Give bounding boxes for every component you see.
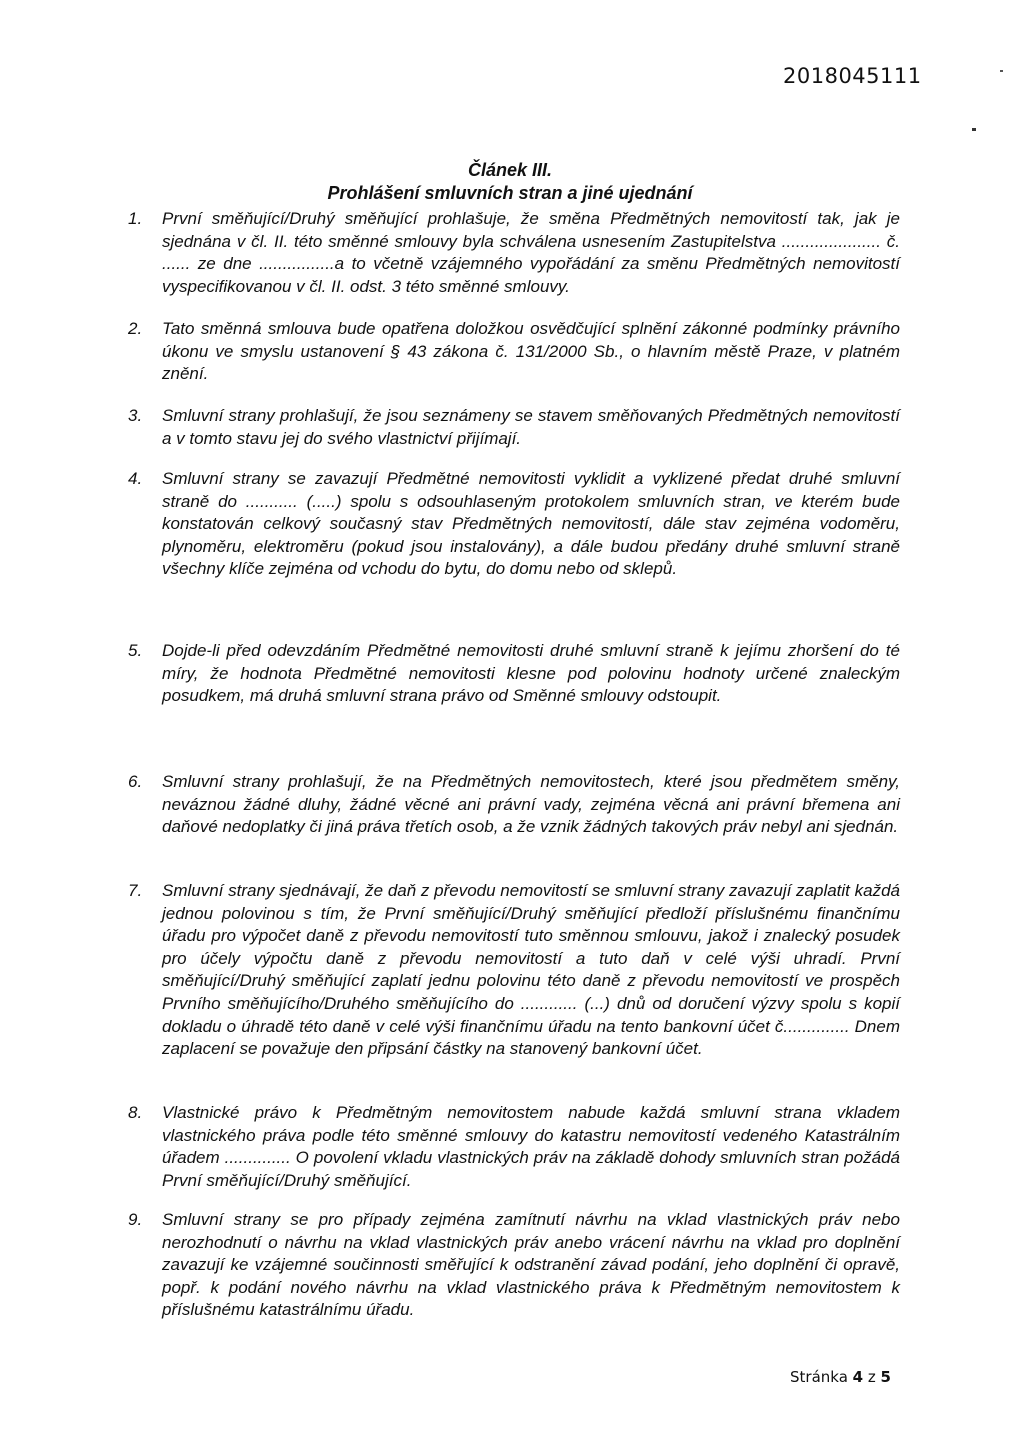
clause-text: Smluvní strany sjednávají, že daň z převodu nemovitostí se smluvní strany zavazují zaplatit každá jednou polovinou s tím, že První směňující/Druhý směňující předloží příslušnému finančnímu úřadu pro výpočet daně z převodu nemovitostí tuto směnnou smlouvu, jakož i znalecký posudek pro účely výpočtu daně z převodu nemovitostí a tuto daň v celé výši uhradí. První směňující/Druhý směňující zaplatí jednu polovinu této daně z převodu nemovitostí ve prospěch Prvního směňujícího/Druhého směňujícího do ............ (...) dnů od doručení výzvy spolu s kopií dokladu o úhradě této daně v celé výši finančnímu úřadu na tento bankovní účet č.............. Dnem zaplacení se považuje den připsání částky na stanovený bankovní účet. [162,881,900,1059]
clause-text: Smluvní strany prohlašují, že na Předmětných nemovitostech, které jsou předmětem směny, neváznou žádné dluhy, žádné věcné ani právní vady, zejména věcná ani právní břemena ani daňové nedoplatky či jiná práva třetích osob, a že vznik žádných takových práv nebyl ani sjednán. [162,772,900,837]
clause-4 [128,468,900,581]
clause-text: Smluvní strany se pro případy zejména zamítnutí návrhu na vklad vlastnických práv nebo nerozhodnutí o návrhu na vklad vlastnických práv anebo vrácení návrhu na vklad pro doplnění zavazují ke vzájemné součinnosti směřující k odstranění závad podání, jeho doplnění či opravě, popř. k podání nového návrhu na vklad vlastnického práva k Předmětným nemovitostem k příslušnému katastrálnímu úřadu. [162,1210,900,1320]
article-title: Článek III. [467,160,553,180]
clause-text: Vlastnické právo k Předmětným nemovitostem nabude každá smluvní strana vkladem vlastnického práva podle této směnné smlouvy do katastru nemovitostí vedeného Katastrálním úřadem .............. O povolení vkladu vlastnických práv na základě dohody smluvních stran požádá První směňující/Druhý směňující. [162,1103,900,1190]
clause-number: 2. [128,319,143,338]
scan-mark [1000,70,1003,72]
clause-text: Dojde-li před odevzdáním Předmětné nemovitosti druhé smluvní straně k jejímu zhoršení do té míry, že hodnota Předmětné nemovitosti klesne pod polovinu hodnoty určené znaleckým posudkem, má druhá smluvní strana právo od Směnné smlouvy odstoupit. [162,641,900,706]
clause-6 [128,771,900,839]
clause-number: 4. [128,469,143,488]
clause-2 [128,318,900,386]
clause-9 [128,1209,900,1322]
article-subtitle: Prohlášení smluvních stran a jiné ujednání [327,183,693,203]
clause-1 [128,208,900,298]
clause-text: Smluvní strany se zavazují Předmětné nemovitosti vyklidit a vyklizené předat druhé smluvní straně do ........... (.....) spolu s odsouhlaseným protokolem smluvních stran, ve kterém bude konstatován celkový současný stav Předmětných nemovitostí, dále stav zejména vodoměru, plynoměru, elektroměru (pokud jsou instalovány), a dále budou předány druhé smluvní straně všechny klíče zejména od vchodu do bytu, do domu nebo od sklepů. [162,469,900,579]
clause-number: 3. [128,406,143,425]
clause-number: 6. [128,772,143,791]
clause-number: 1. [128,209,143,228]
clause-8 [128,1102,900,1192]
clause-text: Smluvní strany prohlašují, že jsou seznámeny se stavem směňovaných Předmětných nemovitostí a v tomto stavu jej do svého vlastnictví přijímají. [162,406,900,448]
clause-number: 5. [128,641,143,660]
clause-number: 9. [128,1210,143,1229]
clause-text: První směňující/Druhý směňující prohlašuje, že směna Předmětných nemovitostí tak, jak je sjednána v čl. II. této směnné smlouvy byla schválena usnesením Zastupitelstva ..................... č. ...... ze dne ................a to včetně vzájemného vypořádání za směnu Předmětných nemovitostí vyspecifikovanou v čl. II. odst. 3 této směnné smlouvy. [162,209,900,296]
document-id: 2018045111 [783,64,922,88]
page-label: Stránka [790,1368,848,1386]
clause-number: 8. [128,1103,143,1122]
clause-5 [128,640,900,708]
clause-3 [128,405,900,450]
page-separator: z [867,1368,876,1386]
clause-number: 7. [128,881,143,900]
page-number [790,1368,891,1386]
scan-mark [972,128,976,131]
page-current: 4 [852,1368,864,1386]
clause-7 [128,880,900,1061]
page-total: 5 [880,1368,891,1386]
clause-text: Tato směnná smlouva bude opatřena doložkou osvědčující splnění zákonné podmínky právního úkonu ve smyslu ustanovení § 43 zákona č. 131/2000 Sb., o hlavním městě Praze, v platném znění. [162,319,900,384]
